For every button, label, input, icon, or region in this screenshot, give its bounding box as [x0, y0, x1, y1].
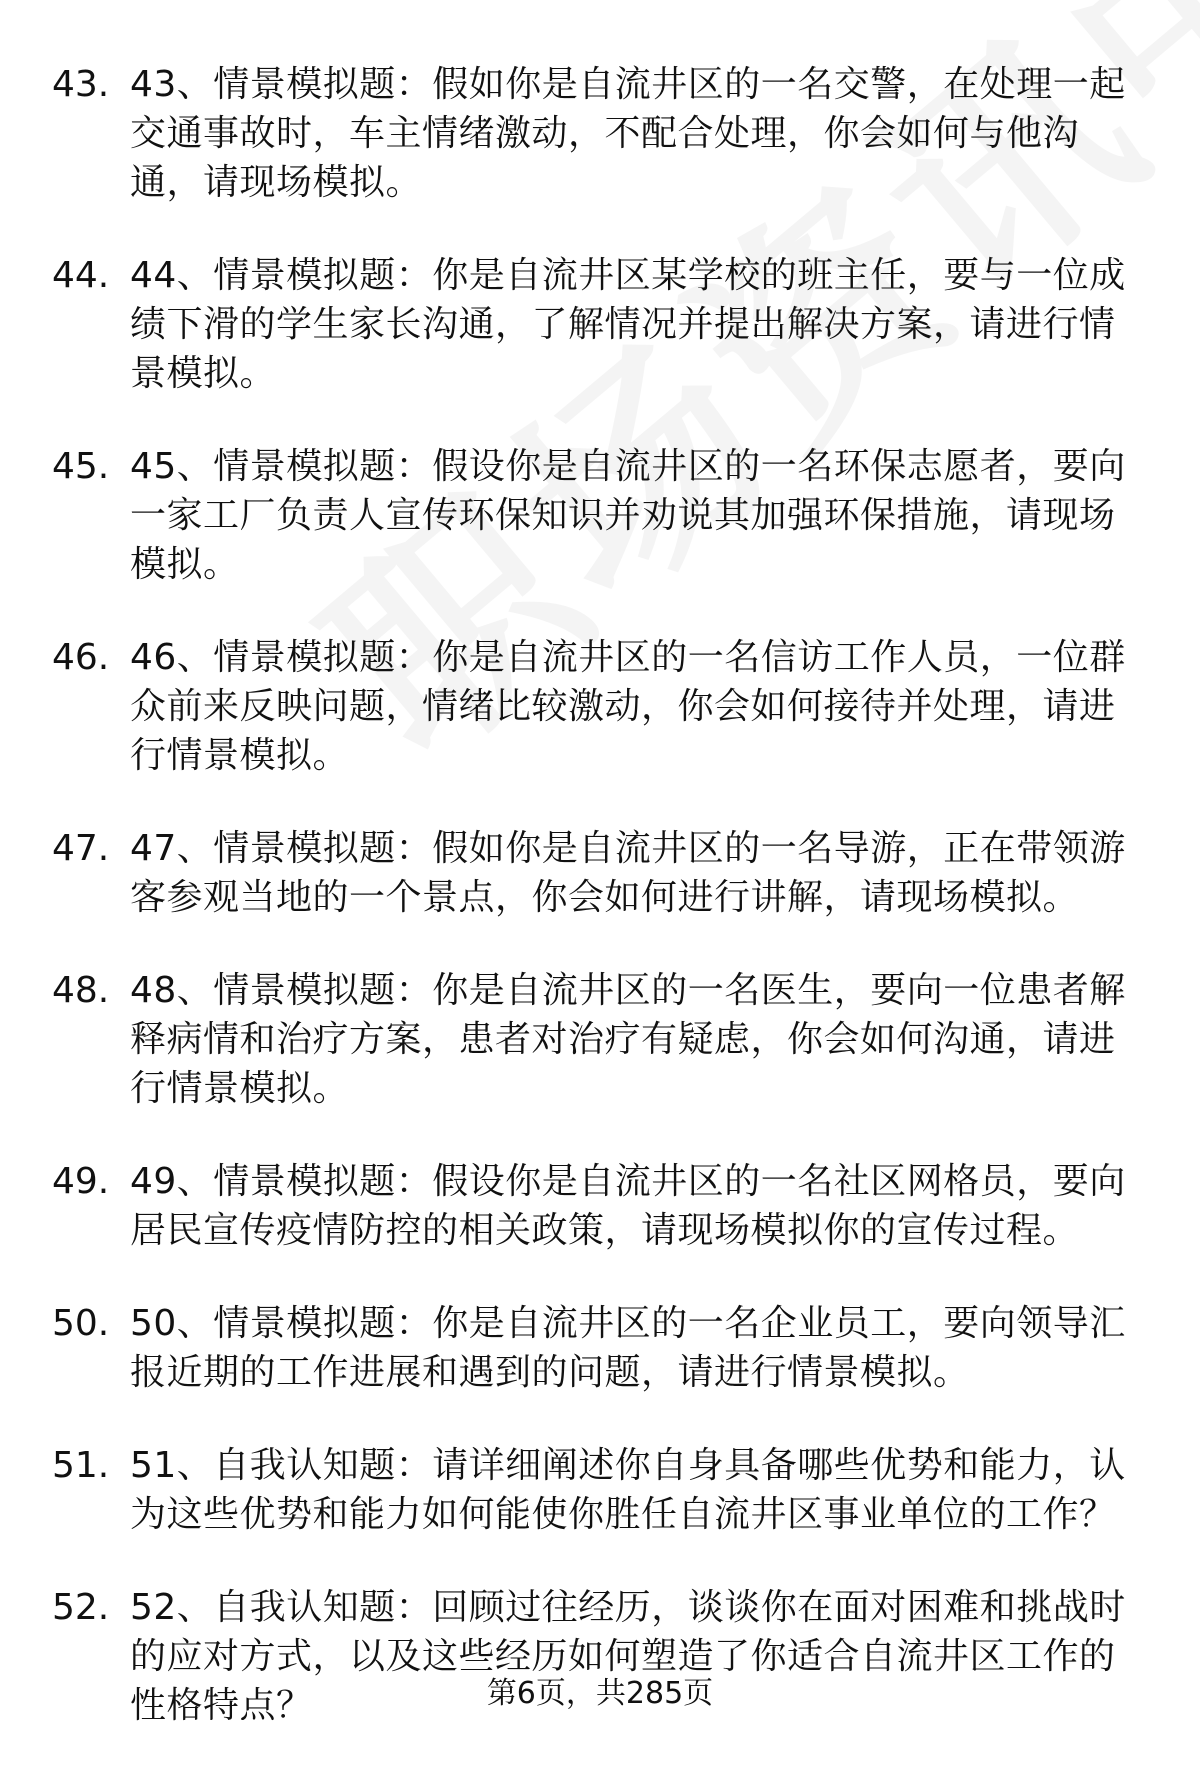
- question-number: 50.: [52, 1303, 110, 1344]
- question-text: 49、情景模拟题：假设你是自流井区的一名社区网格员，要向居民宣传疫情防控的相关政策，请现场模拟你的宣传过程。: [130, 1161, 1126, 1251]
- question-number: 49.: [52, 1161, 110, 1202]
- list-item: [0, 251, 1200, 398]
- question-text: 50、情景模拟题：你是自流井区的一名企业员工，要向领导汇报近期的工作进展和遇到的问题，请进行情景模拟。: [130, 1303, 1126, 1393]
- question-number: 43.: [52, 64, 110, 105]
- question-number: 51.: [52, 1445, 110, 1486]
- question-number: 44.: [52, 255, 110, 296]
- page-footer: 第6页，共285页: [486, 1676, 714, 1711]
- question-text: 48、情景模拟题：你是自流井区的一名医生，要向一位患者解释病情和治疗方案，患者对治疗有疑虑，你会如何沟通，请进行情景模拟。: [130, 970, 1126, 1109]
- question-number: 52.: [52, 1587, 110, 1628]
- list-item: [0, 1441, 1200, 1539]
- list-item: [0, 633, 1200, 780]
- question-list: [0, 60, 1200, 1774]
- list-item: [0, 824, 1200, 922]
- question-text: 45、情景模拟题：假设你是自流井区的一名环保志愿者，要向一家工厂负责人宣传环保知识并劝说其加强环保措施，请现场模拟。: [130, 446, 1126, 585]
- question-text: 51、自我认知题：请详细阐述你自身具备哪些优势和能力，认为这些优势和能力如何能使你胜任自流井区事业单位的工作？: [130, 1445, 1126, 1535]
- list-item: [0, 1157, 1200, 1255]
- question-number: 46.: [52, 637, 110, 678]
- question-number: 45.: [52, 446, 110, 487]
- question-text: 47、情景模拟题：假如你是自流井区的一名导游，正在带领游客参观当地的一个景点，你会如何进行讲解，请现场模拟。: [130, 828, 1126, 918]
- list-item: [0, 966, 1200, 1113]
- question-text: 43、情景模拟题：假如你是自流井区的一名交警，在处理一起交通事故时，车主情绪激动，不配合处理，你会如何与他沟通，请现场模拟。: [130, 64, 1126, 203]
- question-number: 48.: [52, 970, 110, 1011]
- list-item: [0, 1299, 1200, 1397]
- list-item: [0, 442, 1200, 589]
- question-text: 46、情景模拟题：你是自流井区的一名信访工作人员，一位群众前来反映问题，情绪比较激动，你会如何接待并处理，请进行情景模拟。: [130, 637, 1126, 776]
- question-number: 47.: [52, 828, 110, 869]
- question-text: 44、情景模拟题：你是自流井区某学校的班主任，要与一位成绩下滑的学生家长沟通，了解情况并提出解决方案，请进行情景模拟。: [130, 255, 1126, 394]
- list-item: [0, 60, 1200, 207]
- question-text: 52、自我认知题：回顾过往经历，谈谈你在面对困难和挑战时的应对方式，以及这些经历如何塑造了你适合自流井区工作的性格特点？: [130, 1587, 1126, 1726]
